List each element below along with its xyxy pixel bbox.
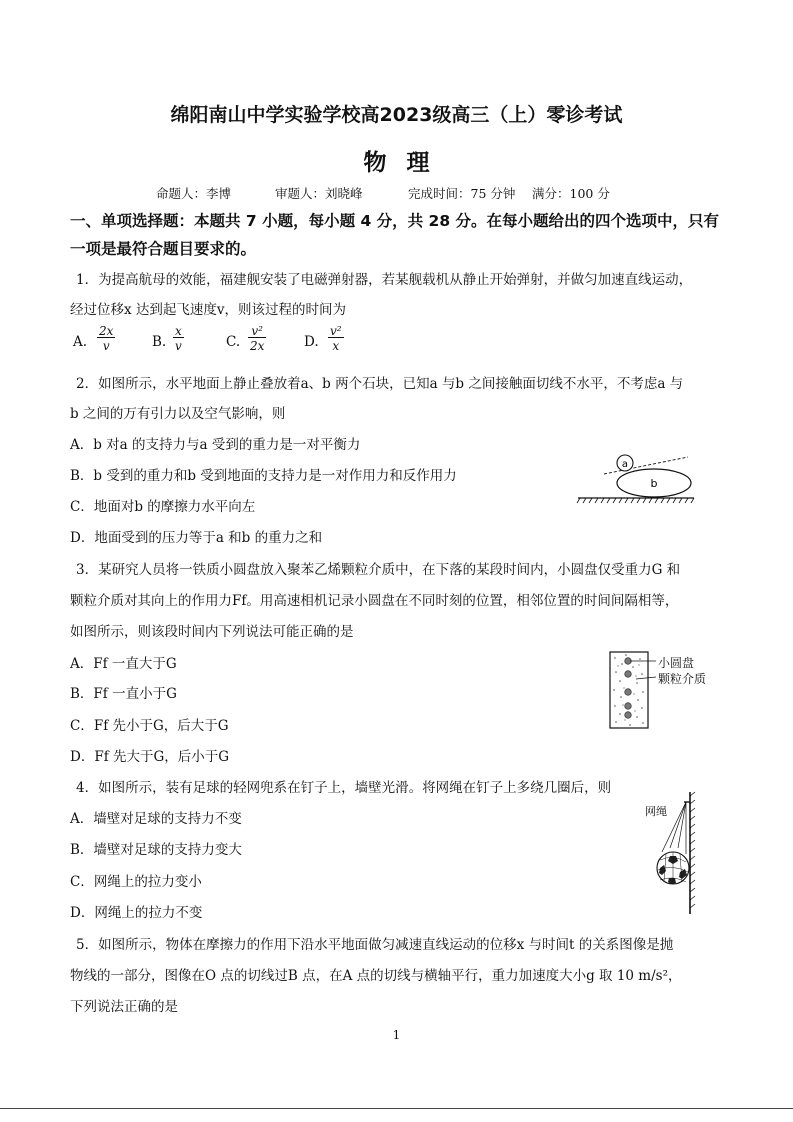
q4-football-figure [648, 790, 700, 916]
subject-char-1: 物 [363, 150, 387, 176]
q4-option-a: A．墙壁对足球的支持力不变 [70, 811, 242, 827]
q1-option-a-denominator: v [97, 337, 115, 352]
q1-option-d-numerator: v² [330, 324, 342, 338]
q5-line3: 下列说法正确的是 [70, 999, 178, 1015]
q2-option-d: D．地面受到的压力等于a 和b 的重力之和 [70, 530, 323, 546]
q1-line2: 经过位移x 达到起飞速度v，则该过程的时间为 [70, 302, 347, 318]
q5-line2: 物线的一部分，图像在O 点的切线过B 点，在A 点的切线与横轴平行，重力加速度大小g 取 10 m/s²， [70, 968, 682, 984]
page-number: 1 [392, 1028, 401, 1042]
q1-option-c-denominator: 2x [250, 339, 265, 353]
exam-title: 绵阳南山中学实验学校高2023级高三（上）零诊考试 [170, 104, 623, 126]
q3-line2: 颗粒介质对其向上的作用力Ff。用高速相机记录小圆盘在不同时刻的位置，相邻位置的时间间隔相等， [70, 593, 679, 609]
meta-time: 完成时间：75 分钟 [408, 186, 516, 201]
q1-option-d-denominator: x [328, 337, 344, 352]
stone-b-label: b [650, 477, 658, 490]
q4-option-c: C．网绳上的拉力变小 [70, 874, 202, 890]
q3-option-d: D．Ff 先大于G，后小于G [70, 749, 230, 765]
net-strings [662, 802, 686, 854]
q4-option-d: D．网绳上的拉力不变 [70, 905, 203, 921]
subject-char-2: 理 [406, 150, 430, 176]
q1-option-b-denominator: v [175, 339, 182, 353]
meta-score: 满分：100 分 [532, 186, 610, 201]
q4-option-b: B．墙壁对足球的支持力变大 [70, 842, 242, 858]
q2-stones-figure [576, 452, 698, 508]
label-net-rope: 网绳 [645, 805, 667, 818]
q1-option-d-label: D. [304, 334, 319, 350]
q3-option-a: A．Ff 一直大于G [70, 656, 177, 672]
q2-line1: 2．如图所示，水平地面上静止叠放着a、b 两个石块，已知a 与b 之间接触面切线不水平，不考虑a 与 [76, 376, 684, 392]
label-granular-medium: 颗粒介质 [658, 672, 707, 686]
q1-option-a-fraction [97, 325, 115, 352]
page-bottom-rule [0, 1108, 793, 1109]
label-small-disk: 小圆盘 [658, 656, 695, 670]
q3-leader-lines [628, 655, 658, 685]
subject-title [0, 144, 793, 177]
q3-option-c: C．Ff 先小于G，后大于G [70, 718, 229, 734]
q3-line1: 3．某研究人员将一铁质小圆盘放入聚苯乙烯颗粒介质中，在下落的某段时间内，小圆盘仅受重力G 和 [76, 562, 681, 578]
stone-a-label: a [621, 459, 629, 470]
section-heading-line1: 一、单项选择题：本题共 7 小题，每小题 4 分，共 28 分。在每小题给出的四个选项中，只有 [70, 212, 720, 230]
q1-option-c-label: C. [226, 334, 241, 350]
q1-option-d-fraction [328, 325, 344, 352]
q1-option-c-fraction [248, 325, 266, 352]
q3-line3: 如图所示，则该段时间内下列说法可能正确的是 [70, 624, 354, 640]
meta-reviewer: 审题人：刘晓峰 [275, 186, 363, 201]
q1-option-b-fraction [173, 325, 184, 352]
q1-option-a-numerator: 2x [99, 324, 114, 338]
q1-option-b-numerator: x [175, 324, 182, 338]
section-heading-line2: 一项是最符合题目要求的。 [70, 240, 257, 258]
q3-option-b: B．Ff 一直小于G [70, 686, 177, 702]
ground-hatching [577, 498, 694, 503]
q2-option-c: C．地面对b 的摩擦力水平向左 [70, 499, 256, 515]
q2-option-b: B．b 受到的重力和b 受到地面的支持力是一对作用力和反作用力 [70, 468, 457, 484]
q1-option-a-label: A. [73, 334, 88, 350]
q1-option-c-numerator: v² [251, 324, 263, 338]
q1-option-b-label: B. [152, 334, 167, 350]
meta-author: 命题人：李博 [156, 186, 232, 201]
q2-line2: b 之间的万有引力以及空气影响，则 [70, 406, 286, 422]
q1-line1: 1．为提高航母的效能，福建舰安装了电磁弹射器，若某舰载机从静止开始弹射，并做匀加速直线运动， [76, 272, 693, 288]
q2-option-a: A．b 对a 的支持力与a 受到的重力是一对平衡力 [70, 437, 361, 453]
q5-line1: 5．如图所示，物体在摩擦力的作用下沿水平地面做匀减速直线运动的位移x 与时间t 的关系图像是抛 [76, 937, 674, 953]
q4-line1: 4．如图所示，装有足球的轻网兜系在钉子上，墙壁光滑。将网绳在钉子上多绕几圈后，则 [76, 780, 612, 796]
